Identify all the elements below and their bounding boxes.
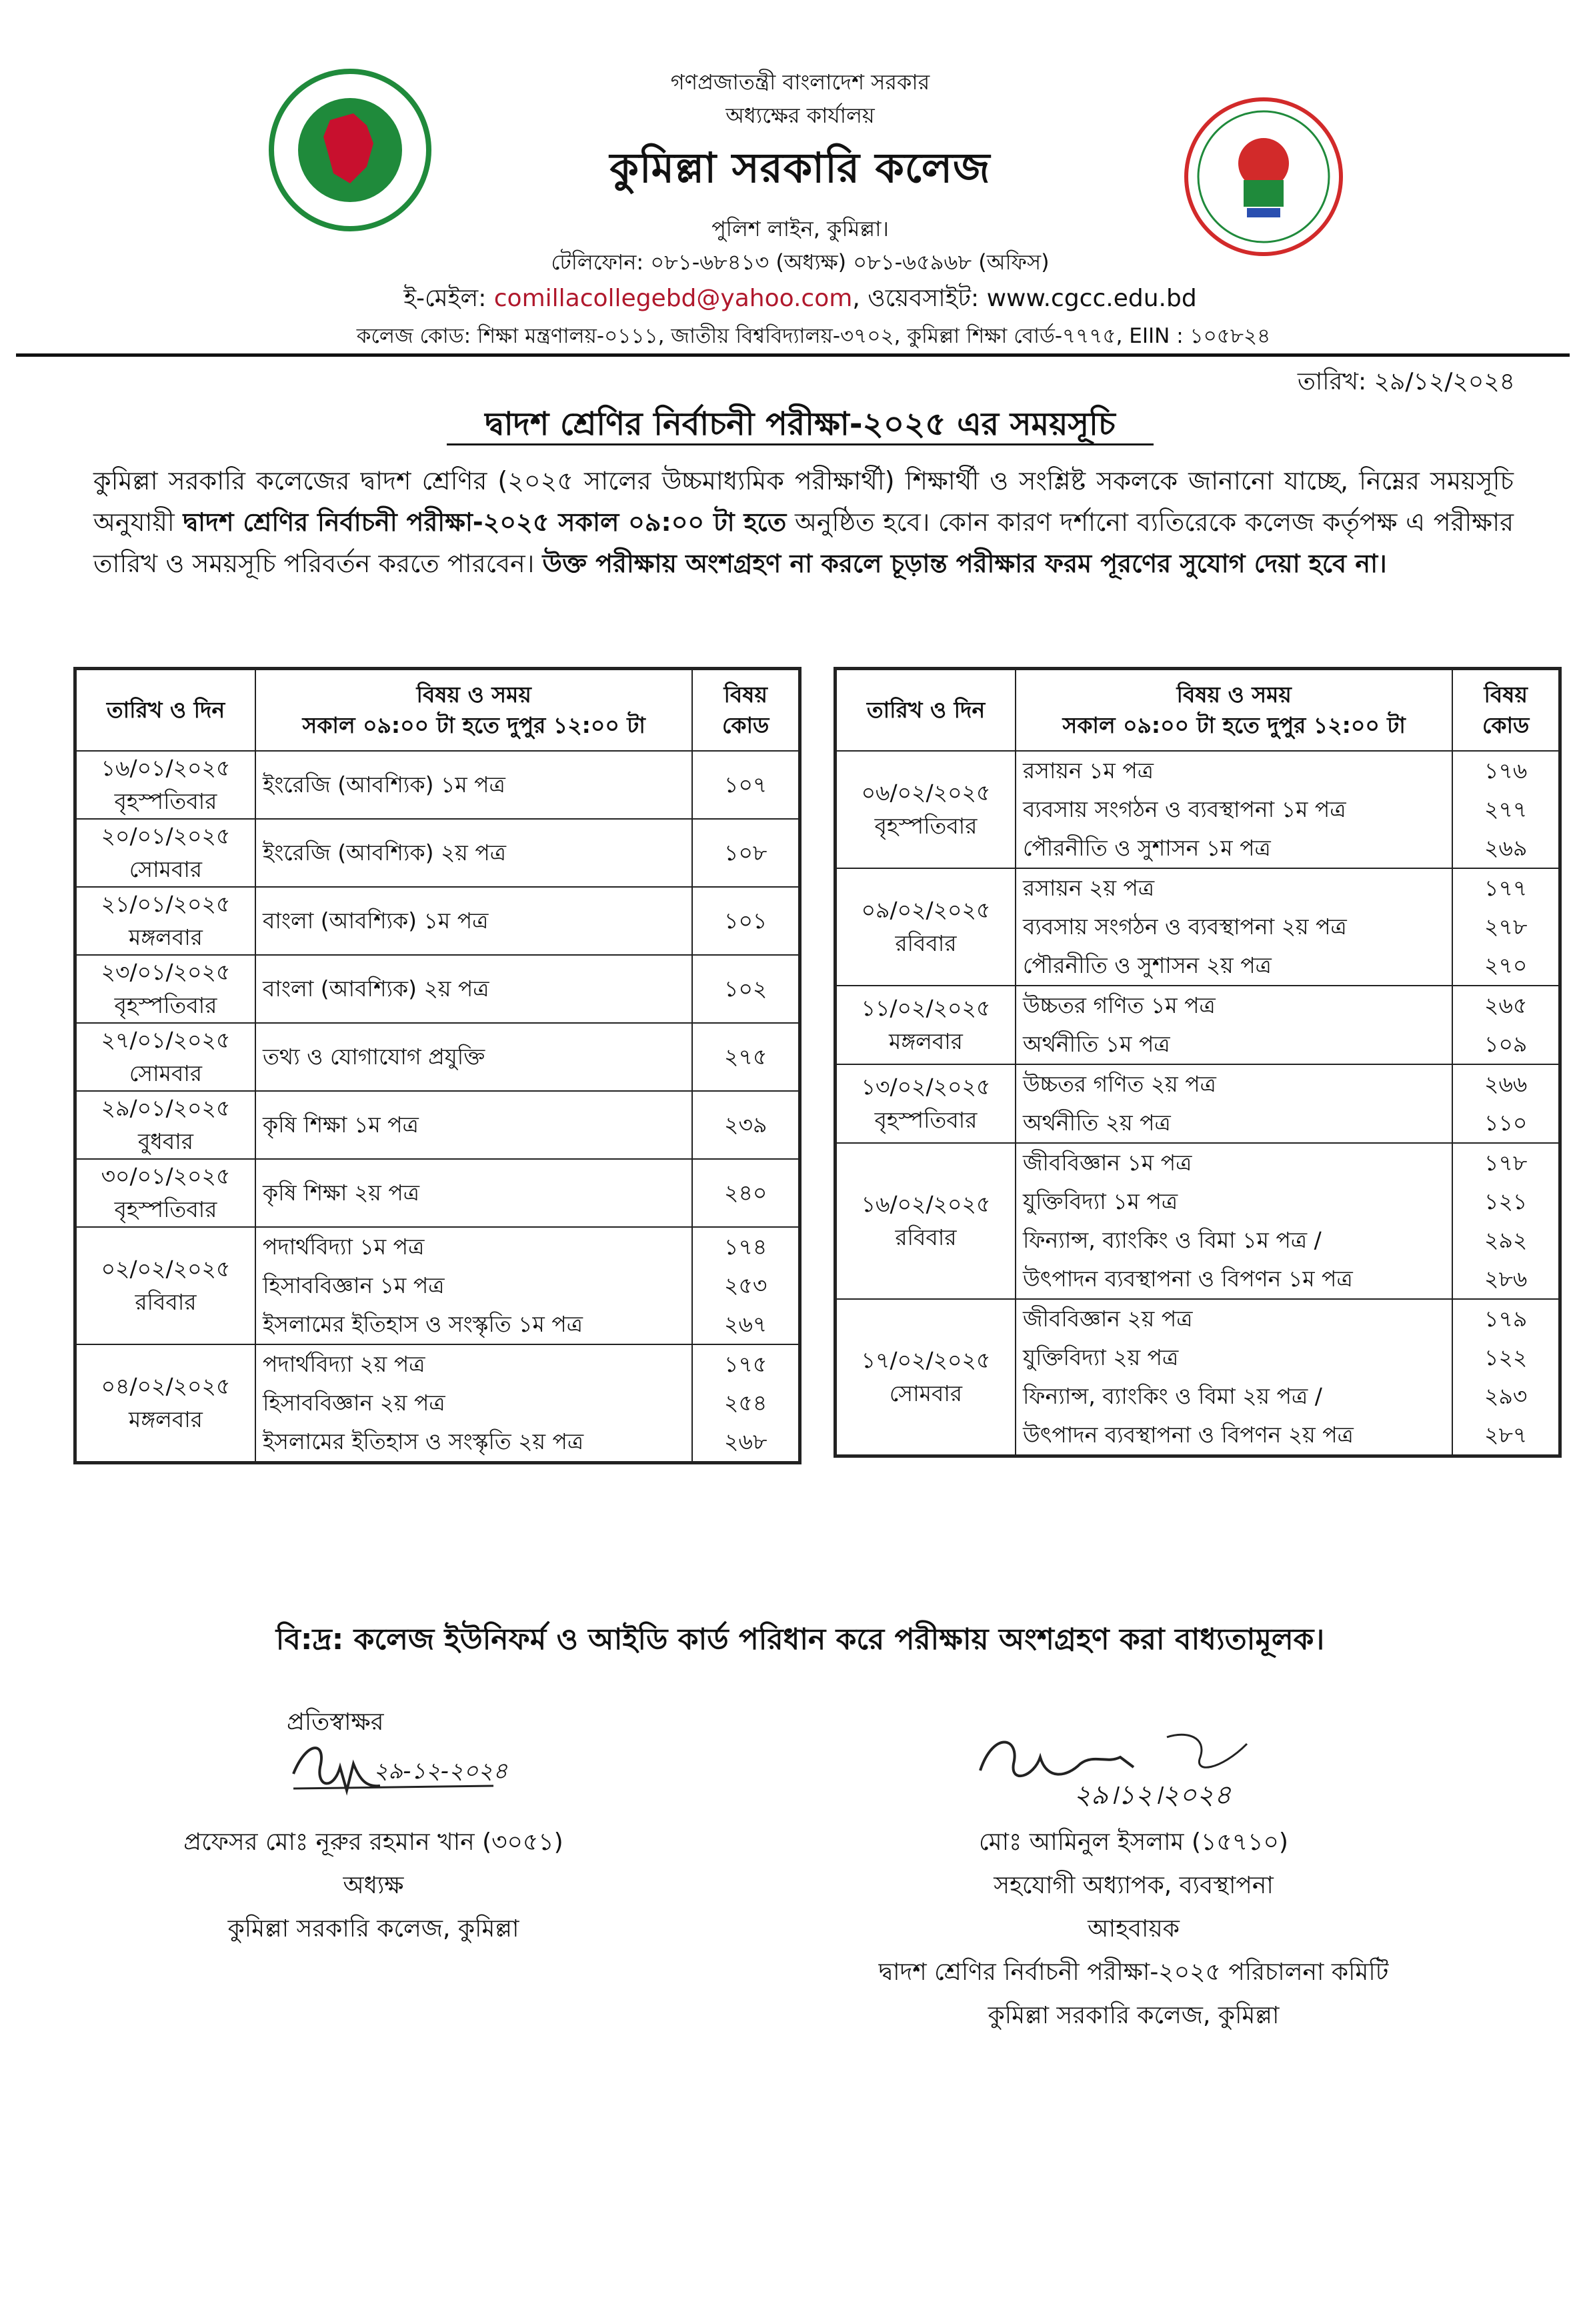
exam-date: ১৩/০২/২০২৫ <box>861 1074 991 1100</box>
college-phone: টেলিফোন: ০৮১-৬৮৪১৩ (অধ্যক্ষ) ০৮১-৬৫৯৬৮ (অফিস) <box>551 249 1050 275</box>
exam-day: মঙ্গলবার <box>129 924 203 950</box>
exam-date-cell <box>836 868 1016 986</box>
exam-day: বৃহস্পতিবার <box>114 1196 217 1222</box>
exam-day: বুধবার <box>138 1128 193 1154</box>
college-codes: কলেজ কোড: শিক্ষা মন্ত্রণালয়-০১১১, জাতীয় বিশ্ববিদ্যালয়-৩৭০২, কুমিল্লা শিক্ষা বোর্ড-৭৭৭৫, EIIN : ১০৫৮২৪ <box>356 324 1271 348</box>
left-signatory-name: প্রফেসর মোঃ নূরুর রহমান খান (৩০৫১) <box>183 1829 563 1856</box>
exam-subject: উৎপাদন ব্যবস্থাপনা ও বিপণন ২য় পত্র <box>1022 1422 1354 1448</box>
subject-code: ২৭০ <box>1484 952 1528 978</box>
subject-code: ১০৮ <box>724 840 767 866</box>
subject-code: ২৯২ <box>1484 1227 1528 1253</box>
subject-code-cell <box>1452 986 1559 1064</box>
table-row <box>76 955 799 1023</box>
exam-subject-cell <box>255 1227 692 1344</box>
exam-date: ১১/০২/২০২৫ <box>861 995 991 1021</box>
exam-subject-cell <box>255 819 692 887</box>
right-signatory-role: আহবায়ক <box>1088 1915 1180 1943</box>
notice-paragraph <box>93 460 1514 584</box>
email-link[interactable]: comillacollegebd@yahoo.com <box>493 285 853 312</box>
exam-date-cell <box>836 986 1016 1064</box>
subject-code: ২৭৫ <box>724 1044 767 1070</box>
exam-subject: কৃষি শিক্ষা ২য় পত্র <box>262 1180 419 1206</box>
subject-code-cell <box>1452 1143 1559 1299</box>
subject-code: ২৮৭ <box>1484 1422 1528 1448</box>
paragraph-part-3: অনুষ্ঠিত হবে। কোন কারণ দর্শানো ব্যতিরেকে কলেজ কর্তৃপক্ষ এ পরীক্ষার তারিখ ও সময়সূচি পরিবর্তন করতে পারবেন। <box>93 507 1514 578</box>
header-code <box>692 670 799 751</box>
subject-code: ২৪০ <box>724 1180 767 1206</box>
subject-code-cell <box>1452 868 1559 986</box>
exam-date-cell <box>836 1064 1016 1143</box>
exam-day: বৃহস্পতিবার <box>114 992 217 1018</box>
subject-code-cell <box>692 1227 799 1344</box>
header-date: তারিখ ও দিন <box>836 670 1016 751</box>
exam-subject: ব্যবসায় সংগঠন ও ব্যবস্থাপনা ২য় পত্র <box>1022 914 1347 940</box>
exam-date-cell <box>76 955 255 1023</box>
subject-code: ১৭৫ <box>724 1351 767 1377</box>
subject-code: ২৭৭ <box>1484 796 1528 822</box>
exam-subject: ফিন্যান্স, ব্যাংকিং ও বিমা ১ম পত্র / <box>1022 1227 1322 1253</box>
exam-subject-cell <box>255 887 692 955</box>
subject-code: ১২২ <box>1484 1344 1528 1370</box>
header-subject <box>1016 670 1452 751</box>
exam-subject-cell <box>1016 1064 1452 1143</box>
subject-code: ১৭৮ <box>1484 1150 1528 1176</box>
subject-code: ২৫৩ <box>724 1272 767 1298</box>
exam-subject: অর্থনীতি ২য় পত্র <box>1022 1110 1171 1136</box>
table-row <box>836 751 1559 868</box>
subject-code: ১৭৪ <box>724 1234 767 1260</box>
subject-code-cell <box>692 887 799 955</box>
subject-code: ১৭৭ <box>1484 875 1528 901</box>
contact-line <box>200 280 1400 320</box>
table-row <box>76 819 799 887</box>
header-code-line-2: কোড <box>722 712 769 738</box>
exam-subject-cell <box>1016 868 1452 986</box>
subject-code: ১৭৯ <box>1484 1306 1528 1332</box>
table-row <box>76 751 799 819</box>
exam-subject-cell <box>255 1023 692 1091</box>
email-label: ই-মেইল: <box>403 285 494 312</box>
college-address: পুলিশ লাইন, কুমিল্লা। <box>711 216 889 241</box>
exam-day: বৃহস্পতিবার <box>114 788 217 814</box>
subject-code: ২৮৬ <box>1484 1266 1528 1292</box>
exam-date: ১৭/০২/২০২৫ <box>861 1347 991 1373</box>
exam-subject: বাংলা (আবশ্যিক) ২য় পত্র <box>262 976 489 1002</box>
exam-date: ২৭/০১/২০২৫ <box>101 1027 231 1053</box>
table-header-row <box>76 670 799 751</box>
subject-code: ২৭৮ <box>1484 914 1528 940</box>
exam-subject-cell <box>255 1344 692 1462</box>
exam-subject: উৎপাদন ব্যবস্থাপনা ও বিপণন ১ম পত্র <box>1022 1266 1353 1292</box>
left-signature-date: ২৯-১২-২০২৪ <box>373 1758 508 1785</box>
office-heading: অধ্যক্ষের কার্যালয় <box>725 103 875 128</box>
exam-subject: তথ্য ও যোগাযোগ প্রযুক্তি <box>262 1044 485 1070</box>
exam-subject: যুক্তিবিদ্যা ১ম পত্র <box>1022 1188 1178 1214</box>
exam-date-cell <box>76 1091 255 1159</box>
subject-code: ২৬৮ <box>724 1428 767 1454</box>
exam-subject-cell <box>255 751 692 819</box>
exam-subject-cell <box>1016 751 1452 868</box>
subject-code: ২৬৭ <box>724 1311 767 1337</box>
exam-date: ২০/০১/২০২৫ <box>101 823 231 849</box>
exam-day: সোমবার <box>889 1380 963 1406</box>
subject-code-cell <box>1452 751 1559 868</box>
subject-code: ১০৯ <box>1484 1031 1528 1057</box>
subject-code-cell <box>692 1159 799 1227</box>
exam-date: ১৬/০২/২০২৫ <box>861 1191 991 1217</box>
exam-date: ০৬/০২/২০২৫ <box>861 780 991 806</box>
exam-day: বৃহস্পতিবার <box>874 813 978 839</box>
government-heading: গণপ্রজাতন্ত্রী বাংলাদেশ সরকার <box>670 69 930 95</box>
subject-code: ২৬৬ <box>1484 1071 1528 1097</box>
exam-date-cell <box>76 1344 255 1462</box>
table-row <box>76 1091 799 1159</box>
header-subject-line-1: বিষয় ও সময় <box>416 682 531 708</box>
exam-subject: ইংরেজি (আবশ্যিক) ১ম পত্র <box>262 772 505 798</box>
exam-date-cell <box>76 751 255 819</box>
exam-subject: উচ্চতর গণিত ২য় পত্র <box>1022 1071 1216 1097</box>
exam-subject: ইসলামের ইতিহাস ও সংস্কৃতি ২য় পত্র <box>262 1428 584 1454</box>
exam-date-cell <box>76 1227 255 1344</box>
exam-date-cell <box>76 1023 255 1091</box>
paragraph-part-4: উক্ত পরীক্ষায় অংশগ্রহণ না করলে চূড়ান্ত পরীক্ষার ফরম পূরণের সুযোগ দেয়া হবে না। <box>542 549 1387 578</box>
exam-subject: জীববিজ্ঞান ১ম পত্র <box>1022 1150 1192 1176</box>
header-date: তারিখ ও দিন <box>76 670 255 751</box>
right-signatory-institution: কুমিল্লা সরকারি কলেজ, কুমিল্লা <box>988 2002 1280 2029</box>
exam-subject: উচ্চতর গণিত ১ম পত্র <box>1022 992 1216 1018</box>
subject-code: ২৩৯ <box>724 1112 767 1138</box>
exam-subject: ব্যবসায় সংগঠন ও ব্যবস্থাপনা ১ম পত্র <box>1022 796 1346 822</box>
table-row <box>836 1143 1559 1299</box>
exam-date-cell <box>76 819 255 887</box>
header-subject-line-2: সকাল ০৯:০০ টা হতে দুপুর ১২:০০ টা <box>1062 712 1406 738</box>
exam-date-cell <box>836 751 1016 868</box>
exam-subject-cell <box>255 1091 692 1159</box>
notice-note: বি:দ্র: কলেজ ইউনিফর্ম ও আইডি কার্ড পরিধান করে পরীক্ষায় অংশগ্রহণ করা বাধ্যতামূলক। <box>275 1622 1325 1656</box>
subject-code: ১৭৬ <box>1484 758 1528 784</box>
exam-date: ২১/০১/২০২৫ <box>101 891 231 917</box>
subject-code: ২৬৫ <box>1484 992 1528 1018</box>
exam-subject: পৌরনীতি ও সুশাসন ১ম পত্র <box>1022 835 1271 861</box>
subject-code: ১১০ <box>1484 1110 1528 1136</box>
exam-day: রবিবার <box>895 1224 957 1250</box>
title-underline <box>447 443 1154 445</box>
exam-subject: হিসাববিজ্ঞান ১ম পত্র <box>262 1272 445 1298</box>
exam-date-cell <box>836 1299 1016 1455</box>
website-label: , ওয়েবসাইট: <box>852 285 987 312</box>
exam-date-cell <box>836 1143 1016 1299</box>
exam-day: সোমবার <box>129 856 203 882</box>
table-header-row <box>836 670 1559 751</box>
table-row <box>76 887 799 955</box>
subject-code-cell <box>692 751 799 819</box>
table-row <box>76 1344 799 1462</box>
exam-date: ২৩/০১/২০২৫ <box>101 959 231 985</box>
subject-code-cell <box>1452 1299 1559 1455</box>
exam-subject: হিসাববিজ্ঞান ২য় পত্র <box>262 1390 445 1416</box>
exam-date: ০৯/০২/২০২৫ <box>861 897 991 923</box>
schedule-table-left <box>73 667 802 1464</box>
paragraph-part-1: কুমিল্লা সরকারি কলেজের দ্বাদশ শ্রেণির (২০২৫ সালের উচ্চমাধ্যমিক পরীক্ষার্থী) শিক্ষার্থী ও সংশ্লিষ্ট সকলকে জানানো যাচ্ছে, নিম্নের সময়সূচি অনুযায়ী <box>93 466 1514 537</box>
exam-day: মঙ্গলবার <box>889 1028 963 1054</box>
exam-subject: পৌরনীতি ও সুশাসন ২য় পত্র <box>1022 952 1272 978</box>
exam-subject: যুক্তিবিদ্যা ২য় পত্র <box>1022 1344 1179 1370</box>
header-divider <box>16 353 1570 357</box>
exam-date: ১৬/০১/২০২৫ <box>101 755 231 781</box>
paragraph-part-2: দ্বাদশ শ্রেণির নির্বাচনী পরীক্ষা-২০২৫ সকাল ০৯:০০ টা হতে <box>183 507 787 537</box>
subject-code-cell <box>692 819 799 887</box>
header-subject <box>255 670 692 751</box>
table-row <box>836 868 1559 986</box>
subject-code: ১০২ <box>724 976 767 1002</box>
exam-subject: ইংরেজি (আবশ্যিক) ২য় পত্র <box>262 840 506 866</box>
exam-date: ০৪/০২/২০২৫ <box>101 1373 231 1399</box>
left-signatory-institution: কুমিল্লা সরকারি কলেজ, কুমিল্লা <box>227 1915 519 1943</box>
schedule-table-right <box>834 667 1562 1458</box>
exam-subject: পদার্থবিদ্যা ২য় পত্র <box>262 1351 425 1377</box>
subject-code-cell <box>1452 1064 1559 1143</box>
right-signatory-designation: সহযোগী অধ্যাপক, ব্যবস্থাপনা <box>994 1872 1274 1899</box>
subject-code-cell <box>692 1023 799 1091</box>
table-row <box>76 1023 799 1091</box>
left-signatory-designation: অধ্যক্ষ <box>343 1872 404 1899</box>
countersign-label: প্রতিস্বাক্ষর <box>287 1708 384 1736</box>
exam-day: রবিবার <box>895 930 957 956</box>
exam-date-cell <box>76 1159 255 1227</box>
exam-subject: জীববিজ্ঞান ২য় পত্র <box>1022 1306 1193 1332</box>
exam-day: বৃহস্পতিবার <box>874 1107 978 1133</box>
subject-code: ১০১ <box>724 908 767 934</box>
exam-date: ৩০/০১/২০২৫ <box>101 1163 231 1189</box>
header-subject-line-1: বিষয় ও সময় <box>1176 682 1292 708</box>
exam-subject: রসায়ন ২য় পত্র <box>1022 875 1155 901</box>
header-code <box>1452 670 1559 751</box>
table-row <box>836 1299 1559 1455</box>
subject-code-cell <box>692 955 799 1023</box>
exam-subject: কৃষি শিক্ষা ১ম পত্র <box>262 1112 419 1138</box>
header-code-line-1: বিষয় <box>1484 682 1528 708</box>
header-code-line-2: কোড <box>1482 712 1530 738</box>
subject-code: ২৬৯ <box>1484 835 1528 861</box>
exam-subject-cell <box>1016 986 1452 1064</box>
subject-code-cell <box>692 1344 799 1462</box>
right-signatory-committee: দ্বাদশ শ্রেণির নির্বাচনী পরীক্ষা-২০২৫ পরিচালনা কমিটি <box>878 1959 1389 1986</box>
subject-code: ১০৭ <box>724 772 767 798</box>
notice-date: তারিখ: ২৯/১২/২০২৪ <box>1297 368 1515 395</box>
subject-code: ১২১ <box>1484 1188 1528 1214</box>
table-row <box>76 1159 799 1227</box>
exam-date-cell <box>76 887 255 955</box>
exam-subject-cell <box>255 955 692 1023</box>
subject-code: ২৫৪ <box>724 1390 767 1416</box>
header-subject-line-2: সকাল ০৯:০০ টা হতে দুপুর ১২:০০ টা <box>302 712 645 738</box>
exam-day: সোমবার <box>129 1060 203 1086</box>
notice-title: দ্বাদশ শ্রেণির নির্বাচনী পরীক্ষা-২০২৫ এর সময়সূচি <box>485 405 1116 443</box>
right-signatory-name: মোঃ আমিনুল ইসলাম (১৫৭১০) <box>979 1829 1288 1856</box>
exam-subject: রসায়ন ১ম পত্র <box>1022 758 1154 784</box>
subject-code-cell <box>692 1091 799 1159</box>
table-row <box>76 1227 799 1344</box>
subject-code: ২৯৩ <box>1484 1383 1528 1409</box>
exam-day: রবিবার <box>135 1289 197 1315</box>
college-name: কুমিল্লা সরকারি কলেজ <box>609 143 991 192</box>
exam-subject-cell <box>255 1159 692 1227</box>
exam-subject: বাংলা (আবশ্যিক) ১ম পত্র <box>262 908 489 934</box>
exam-subject-cell <box>1016 1299 1452 1455</box>
table-row <box>836 986 1559 1064</box>
exam-date: ০২/০২/২০২৫ <box>101 1256 231 1282</box>
exam-subject: ফিন্যান্স, ব্যাংকিং ও বিমা ২য় পত্র / <box>1022 1383 1322 1409</box>
website-link[interactable]: www.cgcc.edu.bd <box>986 285 1197 312</box>
exam-subject-cell <box>1016 1143 1452 1299</box>
exam-date: ২৯/০১/২০২৫ <box>101 1095 231 1121</box>
exam-subject: অর্থনীতি ১ম পত্র <box>1022 1031 1170 1057</box>
table-row <box>836 1064 1559 1143</box>
header-code-line-1: বিষয় <box>723 682 767 708</box>
exam-subject: ইসলামের ইতিহাস ও সংস্কৃতি ১ম পত্র <box>262 1311 583 1337</box>
exam-subject: পদার্থবিদ্যা ১ম পত্র <box>262 1234 425 1260</box>
right-signature-date: ২৯।১২।২০২৪ <box>1074 1780 1232 1811</box>
exam-day: মঙ্গলবার <box>129 1406 203 1432</box>
